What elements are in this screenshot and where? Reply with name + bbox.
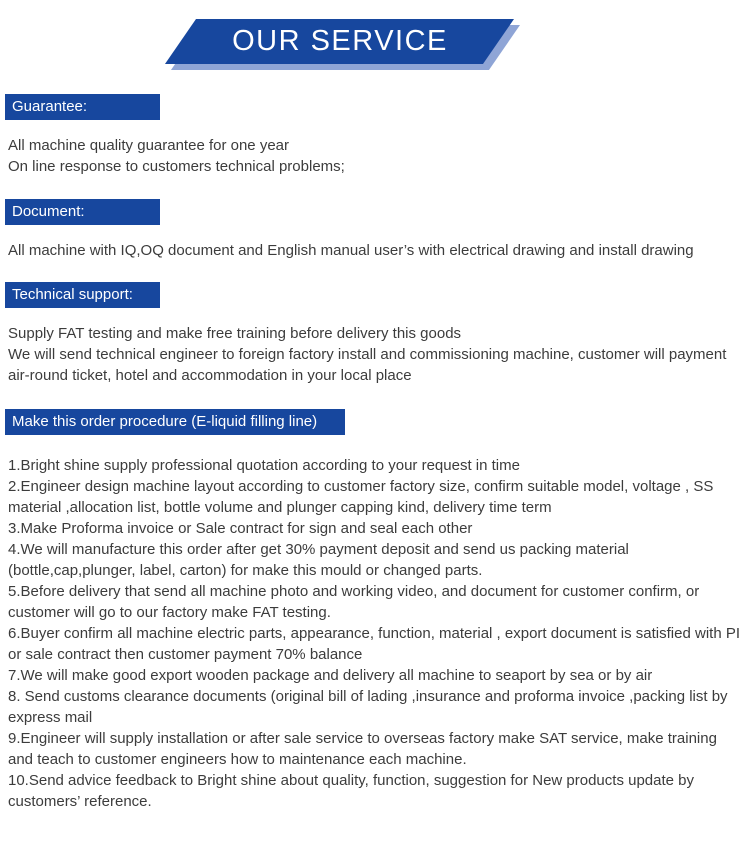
procedure-step: 3.Make Proforma invoice or Sale contract for sign and seal each other — [8, 520, 473, 537]
banner-title: OUR SERVICE — [232, 25, 448, 57]
section-technical-support — [0, 282, 750, 386]
section-heading-order-procedure: Make this order procedure (E-liquid filling line) — [5, 409, 345, 435]
paragraph: All machine quality guarantee for one year — [8, 137, 290, 154]
procedure-step: 1.Bright shine supply professional quotation according to your request in time — [8, 457, 520, 474]
procedure-step: 10.Send advice feedback to Bright shine about quality, function, suggestion for New products update by customers’ reference. — [8, 772, 694, 810]
section-heading-document: Document: — [5, 199, 160, 225]
section-body-technical-support — [8, 323, 742, 386]
procedure-step: 7.We will make good export wooden package and delivery all machine to seaport by sea or by air — [8, 667, 653, 684]
procedure-step: 8. Send customs clearance documents (original bill of lading ,insurance and proforma invoice ,packing list by express mail — [8, 688, 728, 726]
paragraph: On line response to customers technical problems; — [8, 158, 345, 175]
section-body-document — [8, 240, 742, 261]
service-banner — [0, 0, 750, 94]
section-body-guarantee — [8, 135, 742, 177]
section-body-order-procedure — [8, 455, 742, 812]
section-guarantee — [0, 94, 750, 177]
section-document — [0, 199, 750, 261]
paragraph: All machine with IQ,OQ document and English manual user’s with electrical drawing and install drawing — [8, 242, 694, 259]
paragraph: We will send technical engineer to foreign factory install and commissioning machine, customer will payment air-round ticket, hotel and accommodation in your local place — [8, 346, 727, 384]
procedure-step: 6.Buyer confirm all machine electric parts, appearance, function, material , export document is satisfied with PI or sale contract then customer payment 70% balance — [8, 625, 741, 663]
procedure-step: 4.We will manufacture this order after get 30% payment deposit and send us packing material (bottle,cap,plunger, label, carton) for make this mould or changed parts. — [8, 541, 629, 579]
section-heading-guarantee: Guarantee: — [5, 94, 160, 120]
section-order-procedure — [0, 409, 750, 812]
procedure-step: 9.Engineer will supply installation or after sale service to overseas factory make SAT service, make training and teach to customer engineers how to maintenance each machine. — [8, 730, 717, 768]
paragraph: Supply FAT testing and make free training before delivery this goods — [8, 325, 462, 342]
procedure-step: 2.Engineer design machine layout according to customer factory size, confirm suitable model, voltage , SS material ,allocation list, bottle volume and plunger capping kind, delivery time term — [8, 478, 714, 516]
section-heading-technical-support: Technical support: — [5, 282, 160, 308]
procedure-step: 5.Before delivery that send all machine photo and working video, and document for customer confirm, or customer will go to our factory make FAT testing. — [8, 583, 700, 621]
